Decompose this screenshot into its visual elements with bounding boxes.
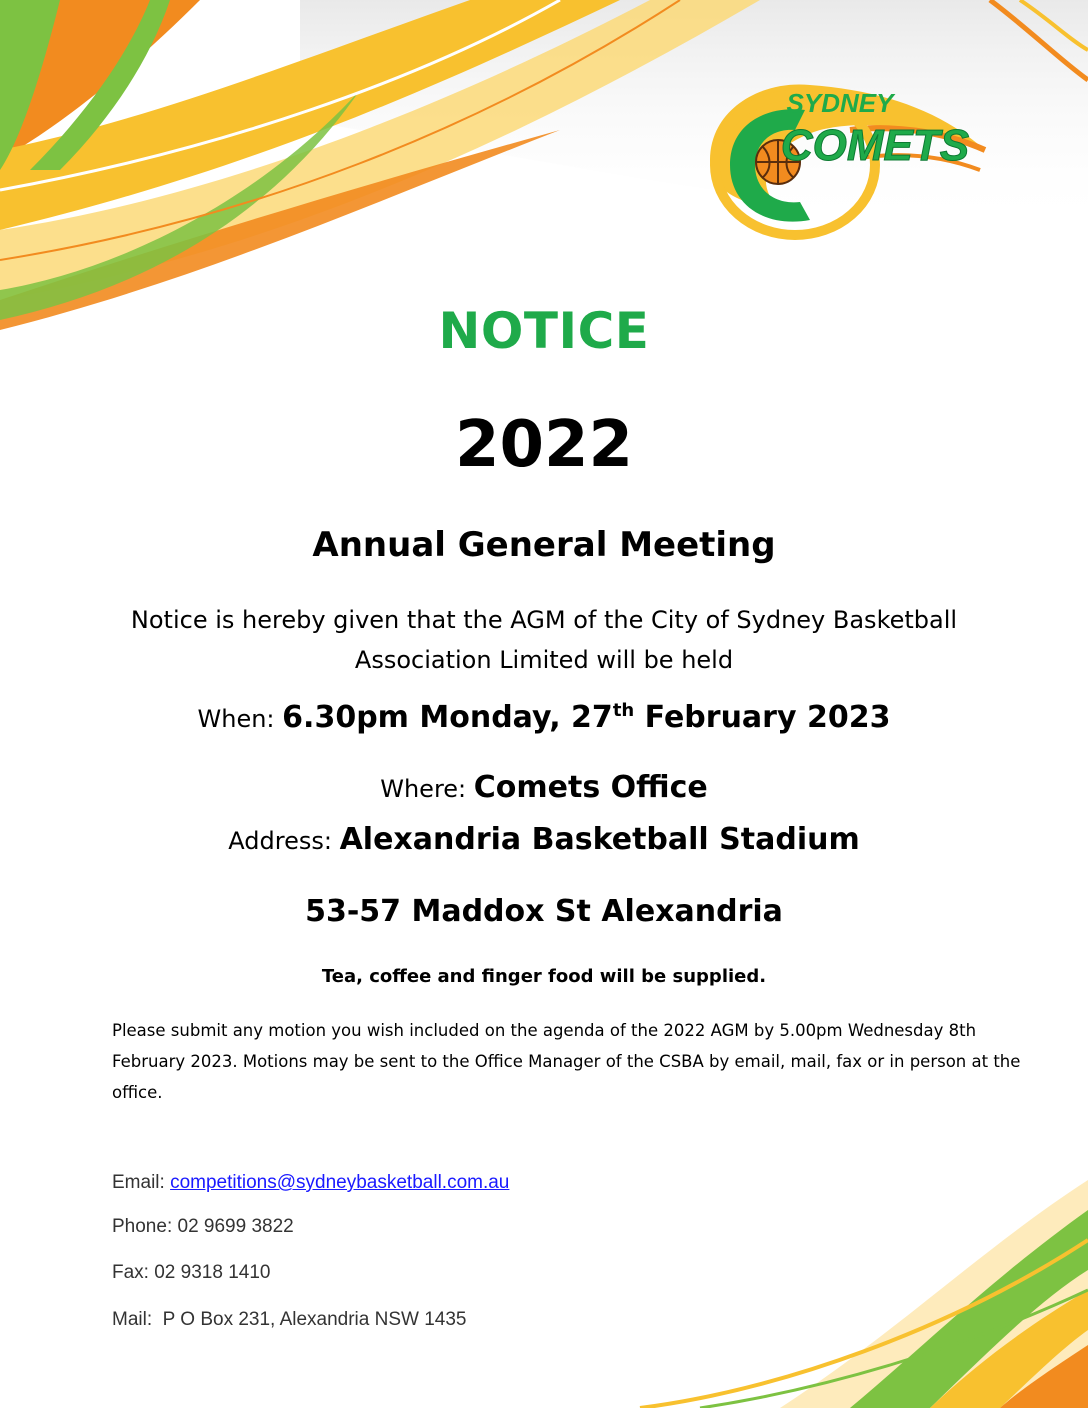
address-value: Alexandria Basketball Stadium	[339, 822, 860, 857]
address-label: Address:	[228, 827, 332, 855]
where-label: Where:	[380, 775, 467, 803]
email-link[interactable]: competitions@sydneybasketball.com.au	[170, 1172, 510, 1193]
logo-main-text: COMETS	[780, 121, 970, 170]
email-label: Email:	[112, 1172, 165, 1193]
contact-fax: Fax: 02 9318 1410	[112, 1262, 271, 1283]
when-value: 6.30pm Monday, 27th February 2023	[282, 700, 891, 735]
notice-title: NOTICE	[438, 302, 650, 360]
when-label: When:	[197, 705, 275, 733]
motion-instructions: Please submit any motion you wish included on the agenda of the 2022 AGM by 5.00pm Wednesday 8th February 2023. Motions may be sent to the Office Manager of the CSBA by email, mail, fax or in person at the office.	[112, 1021, 1021, 1102]
intro-paragraph	[0, 600, 1088, 680]
logo-top-text: SYDNEY	[786, 88, 894, 118]
street-address: 53-57 Maddox St Alexandria	[305, 894, 783, 929]
notice-year: 2022	[454, 408, 634, 482]
intro-line-1: Notice is hereby given that the AGM of the City of Sydney Basketball	[130, 606, 958, 634]
contact-email	[112, 1172, 509, 1194]
address-line	[0, 822, 1088, 857]
where-value: Comets Office	[473, 770, 708, 805]
when-line	[0, 700, 1088, 735]
when-value-suffix: th	[612, 700, 635, 721]
where-line	[0, 770, 1088, 805]
intro-line-2: Association Limited will be held	[354, 646, 734, 674]
refreshments-note: Tea, coffee and finger food will be supplied.	[321, 966, 767, 987]
sydney-comets-logo	[690, 70, 990, 240]
meeting-heading: Annual General Meeting	[312, 525, 776, 565]
contact-mail: Mail: P O Box 231, Alexandria NSW 1435	[112, 1309, 467, 1330]
contact-phone: Phone: 02 9699 3822	[112, 1216, 294, 1237]
